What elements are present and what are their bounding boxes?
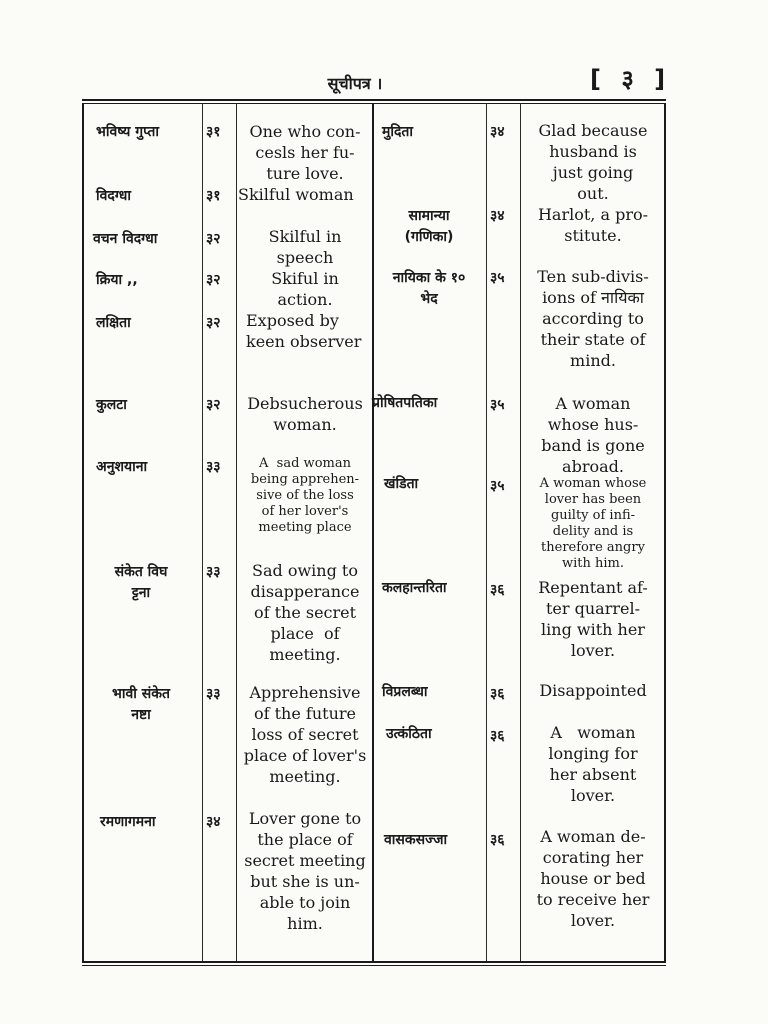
entry-term: प्रोषितपतिका (372, 395, 438, 411)
entry-page: ३१ (206, 124, 221, 140)
entry-page: ३३ (206, 564, 221, 580)
entry-definition: A woman whose hus- band is gone abroad. (541, 394, 645, 476)
entry-definition: Glad because husband is just going out. (538, 121, 648, 203)
entry-term: भविष्य गुप्ता (96, 124, 160, 140)
entry-page: ३५ (490, 478, 505, 494)
entry-definition: A woman de- corating her house or bed to receive her lover. (536, 827, 650, 930)
column-divider (520, 103, 521, 961)
entry-page: ३२ (206, 231, 221, 247)
entry-term: नायिका के १० भेद (392, 270, 466, 307)
entry-page: ३५ (490, 270, 505, 286)
page-title: सूचीपत्र । (327, 74, 383, 93)
entry-definition: A woman longing for her absent lover. (548, 723, 638, 805)
entry-definition: One who con- cesls her fu- ture love. (249, 122, 361, 183)
entry-term: क्रिया ,, (96, 272, 138, 288)
entry-page: ३२ (206, 315, 221, 331)
entry-page: ३४ (206, 814, 221, 830)
entry-definition: Ten sub-divis- ions of नायिका according to their state of mind. (537, 267, 649, 370)
entry-term: लक्षिता (96, 315, 131, 331)
entry-term: कुलटा (96, 397, 127, 413)
entry-page: ३६ (490, 728, 505, 744)
entry-page: ३५ (490, 397, 505, 413)
entry-term: खंडिता (384, 476, 419, 492)
table-top-rule (82, 99, 666, 101)
entry-term: संकेत विघ ट्टना (114, 564, 168, 601)
entry-definition: A woman whose lover has been guilty of infi- delity and is therefore angry with him. (539, 476, 647, 571)
entry-term: रमणागमना (100, 814, 156, 830)
table-bottom-rule (82, 961, 666, 963)
entry-term: भावी संकेत नष्टा (112, 686, 170, 723)
table-bottom-rule-inner (82, 965, 666, 966)
table-top-rule-inner (82, 103, 666, 104)
entry-page: ३६ (490, 686, 505, 702)
entry-definition: Apprehensive of the future loss of secret place of lover's meeting. (243, 683, 367, 786)
entry-term: कलहान्तरिता (382, 580, 447, 596)
entry-definition: Debsucherous woman. (247, 394, 363, 434)
column-divider (372, 103, 374, 961)
column-divider (82, 103, 84, 961)
column-divider (236, 103, 237, 961)
entry-term: मुदिता (382, 124, 414, 140)
entry-page: ३२ (206, 272, 221, 288)
entry-page: ३३ (206, 459, 221, 475)
entry-term: अनुशयाना (96, 459, 148, 475)
column-divider (486, 103, 487, 961)
entry-term: वासकसज्जा (384, 832, 448, 848)
entry-page: ३२ (206, 397, 221, 413)
entry-page: ३४ (490, 208, 505, 224)
entry-term: सामान्या (गणिका) (404, 208, 454, 245)
entry-definition: A sad woman being apprehen- sive of the loss of her lover's meeting place (250, 456, 360, 535)
entry-definition: Exposed by keen observer (246, 311, 362, 351)
entry-page: ३३ (206, 686, 221, 702)
entry-definition: Sad owing to disapperance of the secret place of meeting. (250, 561, 360, 664)
entry-definition: Skiful in action. (271, 269, 339, 309)
entry-definition: Disappointed (539, 681, 647, 700)
entry-term: वचन विदग्धा (93, 231, 158, 247)
entry-definition: Skilful woman (238, 185, 354, 204)
entry-page: ३६ (490, 832, 505, 848)
entry-definition: Repentant af- ter quarrel- ling with her lover. (538, 578, 648, 660)
entry-definition: Harlot, a pro- stitute. (537, 205, 649, 245)
entry-term: उत्कंठिता (386, 726, 432, 742)
entry-page: ३४ (490, 124, 505, 140)
entry-term: विदग्धा (96, 188, 132, 204)
entry-page: ३१ (206, 188, 221, 204)
column-divider (664, 103, 666, 961)
entry-definition: Lover gone to the place of secret meeting but she is un- able to join him. (244, 809, 366, 933)
entry-term: विप्रलब्धा (382, 684, 428, 700)
entry-definition: Skilful in speech (268, 227, 342, 267)
column-divider (202, 103, 203, 961)
page-number: [ ३ ] (590, 65, 672, 93)
entry-page: ३६ (490, 582, 505, 598)
